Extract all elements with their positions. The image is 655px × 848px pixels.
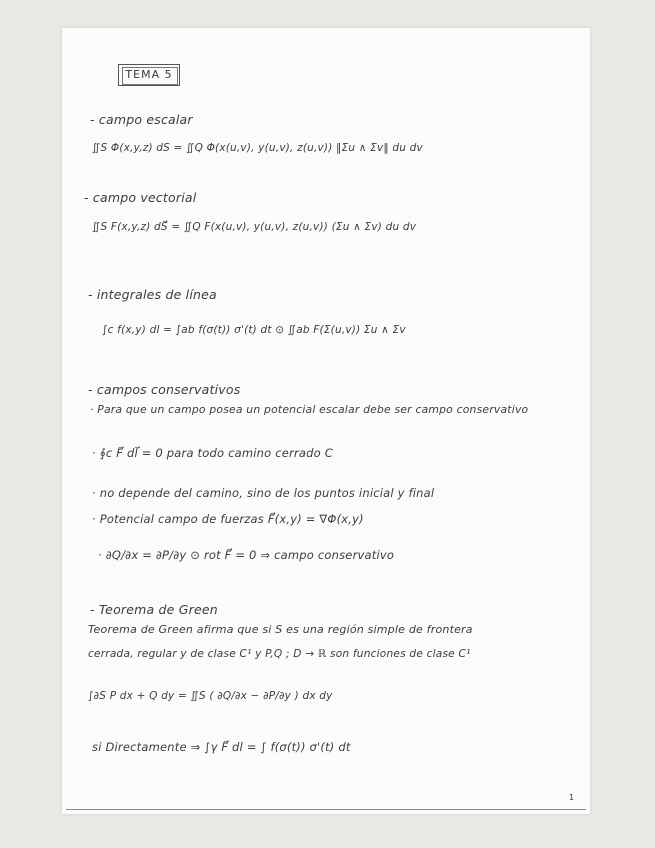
bottom-rule xyxy=(66,809,586,810)
line-campos-conservativos: - campos conservativos xyxy=(88,382,241,397)
line-green-statement-2: cerrada, regular y de clase C¹ y P,Q ; D → ℝ son funciones de clase C¹ xyxy=(88,648,471,660)
line-teorema-de-green: - Teorema de Green xyxy=(90,602,218,617)
line-rot-conservativo: · ∂Q/∂x = ∂P/∂y ⊙ rot F⃗ = 0 ⇒ campo conservativo xyxy=(98,548,395,562)
title-box xyxy=(118,64,180,86)
line-campo-vectorial: - campo vectorial xyxy=(84,190,197,205)
formula-line-integral: ∫c f(x,y) dl = ∫ab f(σ(t)) σ'(t) dt ⊙ ∬ab F(Σ(u,v)) Σu ∧ Σv xyxy=(102,324,406,336)
formula-surface-integral-vector: ∬S F(x,y,z) dS⃗ = ∬Q F(x(u,v), y(u,v), z(u,v)) (Σu ∧ Σv) du dv xyxy=(92,221,417,233)
line-potencial-campo-fuerzas: · Potencial campo de fuerzas F⃗(x,y) = ∇Φ(x,y) xyxy=(92,512,364,526)
formula-surface-integral-scalar: ∬S Φ(x,y,z) dS = ∬Q Φ(x(u,v), y(u,v), z(u,v)) ‖Σu ∧ Σv‖ du dv xyxy=(92,142,423,154)
page-number: 1 xyxy=(569,793,575,802)
line-no-depende-camino: · no depende del camino, sino de los puntos inicial y final xyxy=(92,486,435,500)
line-integrales-de-linea: - integrales de línea xyxy=(88,287,217,302)
line-si-directamente: si Directamente ⇒ ∫γ F⃗ dl = ∫ f(σ(t)) σ'(t) dt xyxy=(92,740,351,754)
line-green-statement-1: Teorema de Green afirma que si S es una región simple de frontera xyxy=(88,623,473,636)
line-potencial-escalar: · Para que un campo posea un potencial escalar debe ser campo conservativo xyxy=(90,403,529,416)
formula-green-theorem: ∫∂S P dx + Q dy = ∬S ( ∂Q/∂x − ∂P/∂y ) dx dy xyxy=(88,690,333,702)
line-camino-cerrado: · ∮c F⃗ dl⃗ = 0 para todo camino cerrado C xyxy=(92,446,333,460)
page-title: TEMA 5 xyxy=(125,68,173,81)
line-campo-escalar: - campo escalar xyxy=(90,112,193,127)
